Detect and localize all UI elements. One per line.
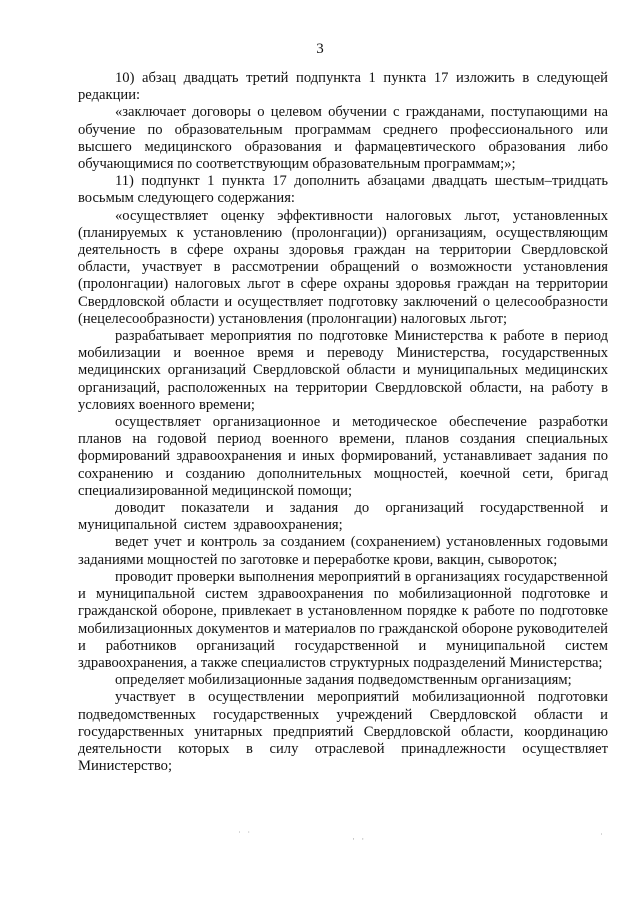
scan-noise: · · bbox=[352, 834, 367, 844]
paragraph-quoted-targeted-training: «заключает договоры о целевом обучении с гражданами, поступающими на обучение по образовательным программам среднего профессионального или высшего медицинского образования и фармацевтического образования либо обучающимися по соответствующим образовательным программам;»; bbox=[78, 104, 608, 173]
scan-noise: ˙ ˙ bbox=[238, 830, 253, 840]
paragraph-capacity-accounting: ведет учет и контроль за созданием (сохранением) установленных годовыми заданиями мощностей по заготовке и переработке крови, вакцин, сывороток; bbox=[78, 534, 608, 568]
paragraph-inspections: проводит проверки выполнения мероприятий в организациях государственной и муниципальной систем здравоохранения по мобилизационной подготовке и гражданской обороне, привлекает в установленном порядке к работе по подготовке мобилизационных документов и материалов по гражданской обороне руководителей и работников организаций государственной и муниципальной систем здравоохранения, а также специалистов структурных подразделений Министерства; bbox=[78, 568, 608, 671]
scan-noise: ˙ bbox=[600, 832, 605, 842]
paragraph-item-11: 11) подпункт 1 пункта 17 дополнить абзацами двадцать шестым–тридцать восьмым следующего содержания: bbox=[78, 173, 608, 207]
paragraph-mobilization-tasks: определяет мобилизационные задания подведомственным организациям; bbox=[115, 672, 572, 689]
paragraph-participation: участвует в осуществлении мероприятий мобилизационной подготовки подведомственных государственных учреждений Свердловской области и государственных унитарных предприятий Свердловской области, координацию деятельности которых в силу отраслевой принадлежности осуществляет Министерство; bbox=[78, 689, 608, 775]
document-body bbox=[78, 70, 608, 775]
paragraph-indicators: доводит показатели и задания до организаций государственной и муниципальной систем здравоохранения; bbox=[78, 500, 608, 534]
paragraph-wartime-planning: осуществляет организационное и методическое обеспечение разработки планов на годовой период военного времени, планов создания специальных формирований здравоохранения и иных формирований, устанавливает задания по сохранению и созданию дополнительных мощностей, коечной сети, бригад специализированной медицинской помощи; bbox=[78, 414, 608, 499]
paragraph-tax-benefits: «осуществляет оценку эффективности налоговых льгот, установленных (планируемых к установлению (пролонгации)) организациям, осуществляющим деятельность в сфере охраны здоровья граждан на территории Свердловской области, участвует в рассмотрении обращений о возможности установления (пролонгации) налоговых льгот в сфере охраны здоровья граждан на территории Свердловской области и осуществляет подготовку заключений о целесообразности (нецелесообразности) установления (пролонгации) налоговых льгот; bbox=[78, 207, 608, 327]
paragraph-item-10: 10) абзац двадцать третий подпункта 1 пункта 17 изложить в следующей редакции: bbox=[78, 70, 608, 104]
paragraph-mobilization-measures: разрабатывает мероприятия по подготовке Министерства к работе в период мобилизации и военное время и переводу Министерства, государственных медицинских организаций Свердловской области и муниципальных медицинских организаций, расположенных на территории Свердловской области, на работу в условиях военного времени; bbox=[78, 328, 608, 413]
page-number: 3 bbox=[316, 41, 324, 57]
